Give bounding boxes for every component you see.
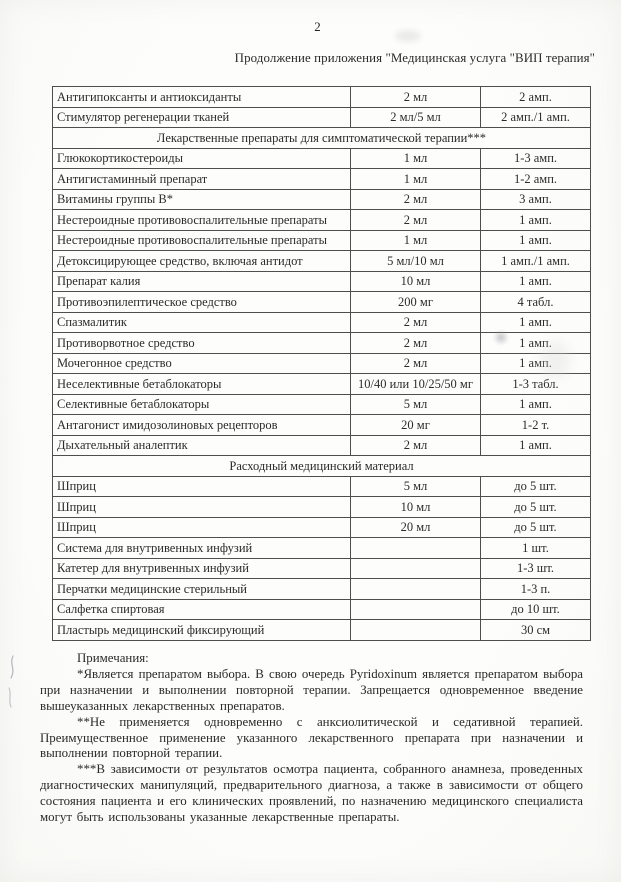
table-row — [53, 394, 591, 415]
dose-cell — [351, 599, 481, 620]
name-cell: Нестероидные противовоспалительные препараты — [53, 210, 351, 231]
section-row — [53, 456, 591, 477]
name-cell: Система для внутривенных инфузий — [53, 538, 351, 559]
name-cell: Неселективные бетаблокаторы — [53, 374, 351, 395]
notes-block — [40, 651, 583, 826]
scan-speck-artifact — [540, 340, 570, 380]
notes-heading: Примечания: — [77, 651, 149, 665]
dose-cell: 2 мл — [351, 210, 481, 231]
table-row — [53, 169, 591, 190]
name-cell: Детоксицирующее средство, включая антидот — [53, 251, 351, 272]
dose-cell: 10 мл — [351, 271, 481, 292]
scan-smudge-artifact — [492, 330, 510, 345]
dose-cell: 2 мл — [351, 87, 481, 108]
table-row — [53, 374, 591, 395]
qty-cell: до 5 шт. — [481, 497, 591, 518]
dose-cell — [351, 558, 481, 579]
qty-cell: 3 амп. — [481, 189, 591, 210]
name-cell: Антигистаминный препарат — [53, 169, 351, 190]
dose-cell: 10 мл — [351, 497, 481, 518]
table-row — [53, 271, 591, 292]
dose-cell: 2 мл — [351, 435, 481, 456]
dose-cell: 2 мл — [351, 189, 481, 210]
qty-cell: 1 амп. — [481, 230, 591, 251]
dose-cell — [351, 620, 481, 641]
name-cell: Катетер для внутривенных инфузий — [53, 558, 351, 579]
table-row — [53, 189, 591, 210]
qty-cell: до 10 шт. — [481, 599, 591, 620]
note-paragraph: ***В зависимости от результатов осмотра пациента, собранного анамнеза, проведенных диагностических манипуляций, предварительного диагноза, а также в зависимости от общего состояния пациента и его клинических проявлений, по назначению медицинского специалиста могут быть использованы указанные лекарственные препараты. — [40, 762, 583, 825]
qty-cell: 1 амп. — [481, 333, 591, 354]
table-row — [53, 620, 591, 641]
name-cell: Селективные бетаблокаторы — [53, 394, 351, 415]
qty-cell: до 5 шт. — [481, 476, 591, 497]
name-cell: Дыхательный аналептик — [53, 435, 351, 456]
name-cell: Антигипоксанты и антиоксиданты — [53, 87, 351, 108]
name-cell: Спазмалитик — [53, 312, 351, 333]
table-row — [53, 353, 591, 374]
name-cell: Мочегонное средство — [53, 353, 351, 374]
dose-cell: 2 мл/5 мл — [351, 107, 481, 128]
table-row — [53, 87, 591, 108]
name-cell: Перчатки медицинские стерильный — [53, 579, 351, 600]
table-row — [53, 497, 591, 518]
table-row — [53, 230, 591, 251]
name-cell: Противоэпилептическое средство — [53, 292, 351, 313]
dose-cell: 2 мл — [351, 312, 481, 333]
name-cell: Витамины группы В* — [53, 189, 351, 210]
dose-cell: 5 мл — [351, 394, 481, 415]
qty-cell: 1 амп. — [481, 435, 591, 456]
name-cell: Пластырь медицинский фиксирующий — [53, 620, 351, 641]
table-row — [53, 312, 591, 333]
name-cell: Салфетка спиртовая — [53, 599, 351, 620]
table-row — [53, 148, 591, 169]
qty-cell: 1 амп. — [481, 210, 591, 231]
table-row — [53, 435, 591, 456]
name-cell: Нестероидные противовоспалительные препараты — [53, 230, 351, 251]
table-row — [53, 476, 591, 497]
name-cell: Глюкокортикостероиды — [53, 148, 351, 169]
dose-cell: 1 мл — [351, 230, 481, 251]
medications-table — [52, 86, 591, 641]
dose-cell: 2 мл — [351, 353, 481, 374]
section-row — [53, 128, 591, 149]
table-row — [53, 538, 591, 559]
qty-cell: 1-3 амп. — [481, 148, 591, 169]
pencil-mark-artifact — [4, 654, 22, 710]
dose-cell: 20 мг — [351, 415, 481, 436]
dose-cell: 1 мл — [351, 169, 481, 190]
qty-cell: 1 амп. — [481, 353, 591, 374]
dose-cell — [351, 538, 481, 559]
section-title: Лекарственные препараты для симптоматической терапии*** — [53, 128, 591, 149]
qty-cell: 1 амп./1 амп. — [481, 251, 591, 272]
table-row — [53, 599, 591, 620]
name-cell: Антагонист имидозолиновых рецепторов — [53, 415, 351, 436]
page-number: 2 — [314, 19, 321, 34]
dose-cell — [351, 579, 481, 600]
dose-cell: 5 мл/10 мл — [351, 251, 481, 272]
table-row — [53, 415, 591, 436]
scan-speck-artifact — [395, 30, 421, 42]
table-row — [53, 579, 591, 600]
qty-cell: 2 амп. — [481, 87, 591, 108]
qty-cell: 1 амп. — [481, 394, 591, 415]
dose-cell: 1 мл — [351, 148, 481, 169]
table-row — [53, 251, 591, 272]
dose-cell: 20 мл — [351, 517, 481, 538]
table-row — [53, 210, 591, 231]
qty-cell: 1-3 табл. — [481, 374, 591, 395]
qty-cell: 1 амп. — [481, 271, 591, 292]
table-row — [53, 292, 591, 313]
qty-cell: 1-3 шт. — [481, 558, 591, 579]
note-paragraph: *Является препаратом выбора. В свою очередь Pyridoxinum является препаратом выбора при назначении и выполнении повторной терапии. Запрещается одновременное введение вышеуказанных лекарственных препаратов. — [40, 666, 583, 713]
dose-cell: 5 мл — [351, 476, 481, 497]
name-cell: Препарат калия — [53, 271, 351, 292]
dose-cell: 200 мг — [351, 292, 481, 313]
qty-cell: до 5 шт. — [481, 517, 591, 538]
meds-table-body — [53, 87, 591, 641]
name-cell: Стимулятор регенерации тканей — [53, 107, 351, 128]
section-title: Расходный медицинский материал — [53, 456, 591, 477]
table-row — [53, 558, 591, 579]
qty-cell: 30 см — [481, 620, 591, 641]
qty-cell: 1 шт. — [481, 538, 591, 559]
qty-cell: 1-2 амп. — [481, 169, 591, 190]
name-cell: Шприц — [53, 497, 351, 518]
name-cell: Противорвотное средство — [53, 333, 351, 354]
dose-cell: 10/40 или 10/25/50 мг — [351, 374, 481, 395]
document-title: Продолжение приложения "Медицинская услуга "ВИП терапия" — [234, 51, 595, 65]
table-row — [53, 517, 591, 538]
qty-cell: 1-2 т. — [481, 415, 591, 436]
note-paragraph: **Не применяется одновременно с анксиолитической и седативной терапией. Преимущественное применение указанного лекарственного препарата при назначении и выполнении повторной терапии. — [40, 714, 583, 761]
name-cell: Шприц — [53, 476, 351, 497]
dose-cell: 2 мл — [351, 333, 481, 354]
qty-cell: 2 амп./1 амп. — [481, 107, 591, 128]
name-cell: Шприц — [53, 517, 351, 538]
table-row — [53, 107, 591, 128]
qty-cell: 1-3 п. — [481, 579, 591, 600]
qty-cell: 1 амп. — [481, 312, 591, 333]
qty-cell: 4 табл. — [481, 292, 591, 313]
